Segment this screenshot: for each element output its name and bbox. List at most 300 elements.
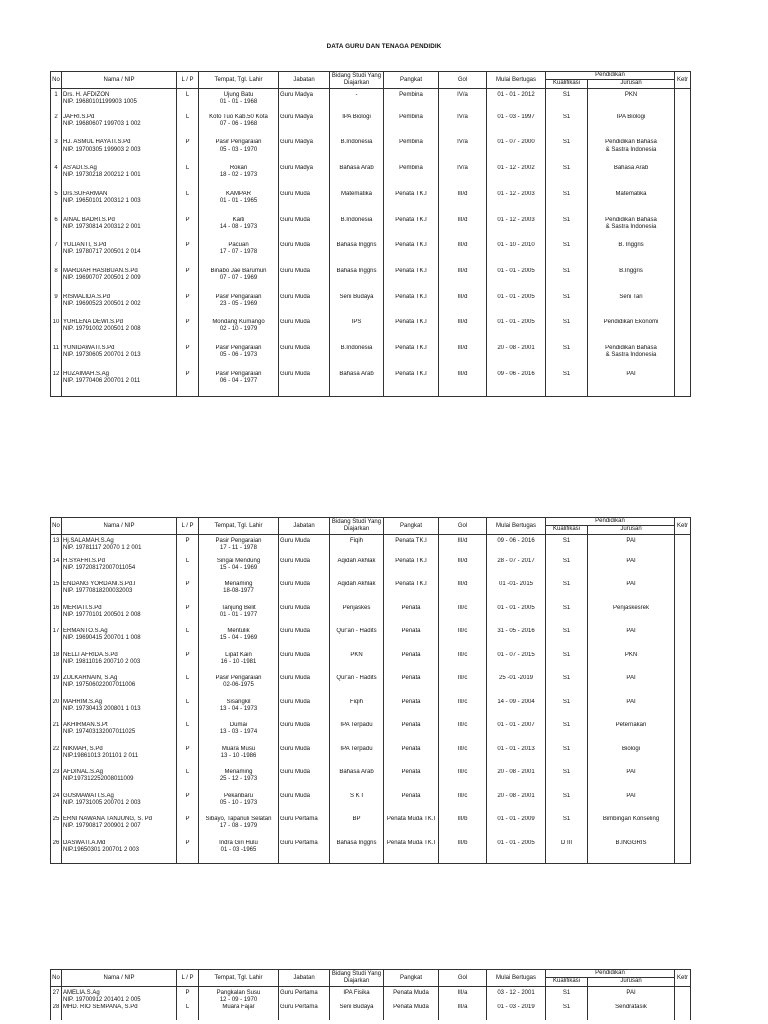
cell-no: [51, 319, 62, 345]
cell-jabatan: [279, 534, 330, 558]
cell-no-text: 27: [52, 989, 60, 996]
cell-pangkat: [384, 986, 439, 1004]
cell-nama-nip-text: YULIANTI, S.Pd: [63, 242, 107, 249]
table-body: [51, 88, 691, 396]
cell-lp-text: L: [185, 557, 190, 564]
cell-pangkat-text: Penata Muda: [393, 989, 429, 996]
cell-ttl: [199, 675, 279, 699]
cell-lp-text: L: [185, 91, 190, 98]
cell-gol-text: III/d: [457, 537, 468, 544]
cell-jurusan-text: Sendratasik: [615, 1004, 647, 1010]
cell-jurusan: [588, 345, 675, 371]
cell-mulai: [487, 345, 546, 371]
cell-bidang: [330, 294, 384, 320]
cell-ttl-text: Sisangkil: [226, 698, 251, 705]
table-header: [51, 970, 691, 987]
header-pendidikan: Pendidikan: [546, 970, 675, 978]
cell-kualifikasi-text: S1: [562, 139, 571, 146]
cell-pangkat-text: Penata: [401, 651, 421, 658]
teacher-table-3: [50, 969, 691, 1020]
cell-nama-nip-text: NIP. 197506022007011006: [63, 682, 136, 689]
cell-ttl: [199, 793, 279, 817]
cell-ttl-text: Lipat Kain: [225, 651, 252, 658]
cell-jabatan-text: Guru Muda: [280, 344, 311, 351]
cell-mulai-text: 01 - 01 - 2007: [497, 722, 535, 729]
cell-gol: [439, 816, 487, 840]
header-ttl: Tempat, Tgl. Lahir: [199, 72, 279, 89]
cell-ketr: [675, 217, 691, 243]
cell-ttl: [199, 191, 279, 217]
cell-nama-nip-text: ERNI NAWANA TANJUNG, S. Pd: [63, 816, 153, 823]
cell-kualifikasi-text: S1: [562, 190, 571, 197]
cell-lp: [177, 165, 199, 191]
cell-pangkat-text: Penata: [401, 769, 421, 776]
cell-ttl-text: 05 - 10 - 1973: [219, 799, 258, 806]
cell-lp-text: P: [185, 745, 190, 752]
cell-ttl: [199, 816, 279, 840]
cell-bidang: [330, 986, 384, 1004]
cell-jabatan-text: Guru Madya: [280, 139, 314, 146]
cell-mulai-text: 01 - 01 - 2005: [497, 319, 535, 326]
cell-gol-text: III/a: [457, 989, 468, 996]
cell-bidang-text: Matematika: [340, 190, 372, 197]
cell-jabatan: [279, 268, 330, 294]
table-row: [51, 319, 691, 345]
cell-ttl-text: 15 - 04 - 1969: [219, 564, 258, 571]
cell-gol: [439, 558, 487, 582]
cell-ketr: [675, 268, 691, 294]
cell-ketr: [675, 1004, 691, 1020]
cell-pangkat: [384, 534, 439, 558]
cell-mulai: [487, 88, 546, 114]
cell-pangkat-text: Penata TK.I: [395, 293, 427, 300]
cell-no-text: 13: [52, 537, 60, 544]
cell-ttl: [199, 294, 279, 320]
cell-gol-text: III/d: [457, 370, 468, 377]
cell-jabatan-text: Guru Muda: [280, 190, 311, 197]
cell-kualifikasi-text: S1: [562, 792, 571, 799]
cell-kualifikasi: [546, 628, 588, 652]
cell-no-text: 19: [52, 675, 60, 682]
cell-nama-nip: [62, 165, 177, 191]
cell-ketr: [675, 816, 691, 840]
cell-jabatan: [279, 628, 330, 652]
cell-nama-nip-text: NIP. 19730218 200212 1 001: [63, 172, 141, 179]
cell-pangkat: [384, 294, 439, 320]
cell-ketr: [675, 191, 691, 217]
cell-no-text: 8: [54, 267, 58, 274]
cell-jurusan-text: PKN: [624, 91, 638, 98]
cell-nama-nip: [62, 816, 177, 840]
cell-ttl-text: 05 - 03 - 1970: [219, 146, 258, 153]
cell-jabatan: [279, 581, 330, 605]
cell-nama-nip: [62, 722, 177, 746]
header-jurusan: Jurusan: [588, 79, 675, 88]
cell-ttl-text: 01 - 01 - 1977: [219, 611, 258, 618]
cell-ketr: [675, 114, 691, 140]
cell-ttl-text: Pasir Pengaraian: [215, 675, 262, 682]
cell-mulai: [487, 699, 546, 723]
header-gol: Gol: [439, 518, 487, 535]
cell-mulai: [487, 534, 546, 558]
cell-no-text: 12: [52, 370, 60, 377]
table-row: [51, 699, 691, 723]
cell-bidang-text: Bahasa Inggris: [336, 839, 377, 846]
cell-jurusan: [588, 581, 675, 605]
cell-lp: [177, 319, 199, 345]
cell-no: [51, 769, 62, 793]
cell-bidang-text: B.Indonesia: [340, 344, 373, 351]
cell-nama-nip-text: NIP. 19770101 200501 2 008: [63, 611, 141, 618]
cell-gol: [439, 165, 487, 191]
cell-nama-nip-text: MAHRIM.S.Ag: [63, 698, 103, 705]
cell-mulai-text: 01 - 01 - 2005: [497, 267, 535, 274]
cell-nama-nip: [62, 769, 177, 793]
cell-nama-nip-text: Drs. H. AFDIZON: [63, 91, 110, 98]
cell-no: [51, 581, 62, 605]
cell-ttl-text: 13 - 10 -1986: [220, 752, 257, 759]
cell-nama-nip-text: NIKMAH, S.Pd: [63, 745, 103, 752]
cell-jabatan: [279, 1004, 330, 1020]
cell-bidang: [330, 371, 384, 397]
cell-jurusan: [588, 165, 675, 191]
cell-gol-text: III/d: [457, 190, 468, 197]
cell-kualifikasi: [546, 652, 588, 676]
header-jurusan: Jurusan: [588, 525, 675, 534]
cell-jabatan: [279, 675, 330, 699]
cell-lp-text: P: [185, 581, 190, 588]
header-bidang: Bidang Studi Yang Diajarkan: [330, 970, 384, 987]
cell-mulai-text: 01 -01- 2015: [498, 581, 534, 588]
cell-gol-text: III/c: [457, 651, 468, 658]
cell-no-text: 20: [52, 698, 60, 705]
cell-mulai: [487, 558, 546, 582]
cell-no: [51, 605, 62, 629]
cell-nama-nip-text: MERIATI.S.Pd: [63, 604, 102, 611]
cell-lp: [177, 534, 199, 558]
cell-jabatan-text: Guru Madya: [280, 91, 314, 98]
cell-pangkat-text: Penata: [401, 628, 421, 635]
cell-ttl-text: Dumai: [229, 722, 248, 729]
cell-jabatan-text: Guru Muda: [280, 628, 311, 635]
table-row: [51, 652, 691, 676]
cell-ttl-text: 17 - 11 - 1978: [220, 544, 257, 551]
cell-pangkat-text: Penata TK.I: [395, 557, 427, 564]
cell-ttl-text: Pasir Pengaraian: [215, 537, 262, 544]
cell-no-text: 4: [54, 165, 58, 172]
cell-jabatan-text: Guru Muda: [280, 370, 311, 377]
cell-jabatan: [279, 605, 330, 629]
cell-nama-nip: [62, 294, 177, 320]
cell-lp-text: P: [185, 989, 190, 996]
table-row: [51, 191, 691, 217]
cell-bidang-text: B.Indonesia: [340, 139, 373, 146]
cell-jabatan-text: Guru Muda: [280, 537, 311, 544]
cell-bidang: [330, 217, 384, 243]
cell-nama-nip-text: DASWATI.A.Md: [63, 839, 106, 846]
cell-nama-nip: [62, 268, 177, 294]
table-row: [51, 217, 691, 243]
cell-nama-nip: [62, 652, 177, 676]
cell-jurusan-text: Bahasa Arab: [613, 165, 649, 172]
cell-nama-nip-text: MHD. RIO SEMPANA, S.Pd: [63, 1004, 138, 1010]
cell-kualifikasi-text: S1: [562, 242, 571, 249]
cell-jurusan-text: Pendidikan Bahasa: [605, 216, 657, 223]
cell-jabatan: [279, 769, 330, 793]
cell-jabatan-text: Guru Muda: [280, 745, 311, 752]
cell-bidang-text: Penjaskes: [342, 604, 371, 611]
cell-gol: [439, 793, 487, 817]
header-kualifikasi: Kualifikasi: [546, 977, 588, 986]
cell-lp: [177, 1004, 199, 1020]
cell-mulai-text: 01 - 07 - 2000: [497, 139, 535, 146]
cell-mulai: [487, 722, 546, 746]
cell-ttl: [199, 699, 279, 723]
header-no: No: [51, 970, 62, 987]
cell-mulai: [487, 769, 546, 793]
cell-jurusan-text: B.INGGRIS: [615, 839, 647, 846]
cell-lp-text: P: [185, 839, 190, 846]
cell-no: [51, 746, 62, 770]
cell-bidang-text: Bahasa Inggris: [336, 267, 377, 274]
cell-jurusan-text: PAI: [626, 698, 636, 705]
cell-jabatan: [279, 165, 330, 191]
table-row: [51, 793, 691, 817]
cell-ketr: [675, 652, 691, 676]
cell-ttl-text: 12 - 09 - 1970: [219, 996, 258, 1003]
cell-pangkat: [384, 816, 439, 840]
cell-no-text: 18: [52, 651, 60, 658]
cell-nama-nip-text: NIP. 19680607 199703 1 002: [63, 120, 141, 127]
cell-no-text: 10: [52, 319, 60, 326]
cell-jabatan-text: Guru Muda: [280, 651, 311, 658]
cell-ttl: [199, 769, 279, 793]
cell-jabatan: [279, 139, 330, 165]
cell-nama-nip: [62, 345, 177, 371]
cell-gol-text: III/d: [457, 216, 468, 223]
cell-ketr: [675, 793, 691, 817]
cell-ttl-text: 14 - 08 - 1973: [219, 223, 258, 230]
cell-kualifikasi-text: S1: [562, 989, 571, 996]
cell-pangkat-text: Penata Muda TK.I: [386, 816, 436, 823]
cell-lp-text: P: [185, 344, 190, 351]
cell-lp: [177, 558, 199, 582]
cell-ttl: [199, 165, 279, 191]
cell-jurusan-text: PAI: [626, 581, 636, 588]
cell-kualifikasi: [546, 88, 588, 114]
cell-jurusan-text: PAI: [626, 769, 636, 776]
cell-bidang-text: Qur'an - Hadits: [336, 675, 377, 682]
cell-kualifikasi: [546, 294, 588, 320]
cell-no: [51, 268, 62, 294]
cell-ttl-text: Pasir Pengaraian: [215, 139, 262, 146]
cell-jurusan: [588, 840, 675, 864]
cell-lp-text: L: [185, 165, 190, 172]
cell-gol-text: III/d: [457, 242, 468, 249]
header-kualifikasi: Kualifikasi: [546, 525, 588, 534]
cell-gol: [439, 319, 487, 345]
cell-nama-nip-text: NIP. 19680101199903 1005: [63, 98, 137, 105]
cell-nama-nip-text: HUZAIMAH.S.Ag: [63, 370, 110, 377]
cell-no: [51, 628, 62, 652]
cell-ttl-text: Pasir Pengaraian: [215, 344, 262, 351]
cell-jabatan: [279, 88, 330, 114]
cell-no: [51, 722, 62, 746]
cell-jurusan-text: & Sastra Indonesia: [605, 223, 657, 230]
header-ketr: Ketr: [675, 518, 691, 535]
cell-lp-text: L: [185, 675, 190, 682]
cell-jurusan-text: Pendidikan Ekonomi: [603, 319, 659, 326]
cell-lp-text: P: [185, 816, 190, 823]
table-row: [51, 581, 691, 605]
cell-bidang-text: Seni Budaya: [339, 293, 374, 300]
cell-jabatan: [279, 558, 330, 582]
cell-nama-nip: [62, 1004, 177, 1020]
cell-kualifikasi: [546, 345, 588, 371]
cell-nama-nip: [62, 242, 177, 268]
cell-no-text: 7: [54, 242, 58, 249]
table-row: [51, 114, 691, 140]
cell-lp-text: P: [185, 242, 190, 249]
cell-jurusan-text: PAI: [626, 989, 636, 996]
cell-lp: [177, 652, 199, 676]
cell-gol: [439, 746, 487, 770]
cell-mulai: [487, 675, 546, 699]
cell-gol-text: III/d: [457, 344, 468, 351]
cell-ttl-text: 17 - 08 - 1979: [219, 823, 258, 830]
cell-no-text: 17: [52, 628, 60, 635]
cell-bidang: [330, 746, 384, 770]
cell-jurusan-text: Peternakan: [615, 722, 647, 729]
cell-pangkat-text: Penata: [401, 675, 421, 682]
cell-mulai: [487, 242, 546, 268]
cell-pangkat: [384, 88, 439, 114]
header-ketr: Ketr: [675, 970, 691, 987]
cell-nama-nip-text: NIP. 19730413 200801 1 013: [63, 705, 141, 712]
table-row: [51, 165, 691, 191]
cell-gol: [439, 840, 487, 864]
table-row: [51, 769, 691, 793]
header-pendidikan: Pendidikan: [546, 72, 675, 80]
cell-nama-nip: [62, 191, 177, 217]
cell-gol: [439, 371, 487, 397]
cell-nama-nip-text: NIP. 19770818200032003: [63, 588, 133, 595]
cell-kualifikasi-text: S1: [562, 769, 571, 776]
cell-jabatan-text: Guru Muda: [280, 722, 311, 729]
header-gol: Gol: [439, 72, 487, 89]
cell-nama-nip-text: AFDINAL.S.Ag: [63, 769, 104, 776]
header-bidang: Bidang Studi Yang Diajarkan: [330, 518, 384, 535]
cell-nama-nip: [62, 793, 177, 817]
cell-mulai: [487, 217, 546, 243]
cell-kualifikasi-text: S1: [562, 557, 571, 564]
cell-bidang-text: Bahasa Arab: [339, 370, 374, 377]
cell-jabatan-text: Guru Muda: [280, 698, 311, 705]
header-jabatan: Jabatan: [279, 970, 330, 987]
cell-ttl-text: 06 - 04 - 1977: [219, 377, 258, 384]
cell-mulai-text: 01 - 03 - 1997: [497, 113, 535, 120]
cell-jurusan: [588, 722, 675, 746]
cell-nama-nip: [62, 628, 177, 652]
cell-pangkat: [384, 652, 439, 676]
cell-jabatan: [279, 722, 330, 746]
header-nama-nip: Nama / NIP: [62, 970, 177, 987]
cell-pangkat-text: Penata: [401, 722, 421, 729]
cell-gol-text: III/c: [457, 604, 468, 611]
cell-pangkat: [384, 217, 439, 243]
cell-ttl-text: 23 - 05 - 1969: [219, 300, 258, 307]
cell-kualifikasi: [546, 1004, 588, 1020]
cell-bidang-text: -: [355, 91, 358, 98]
cell-lp: [177, 88, 199, 114]
cell-jabatan-text: Guru Muda: [280, 216, 311, 223]
table-row: [51, 371, 691, 397]
cell-no-text: 21: [52, 722, 60, 729]
cell-bidang: [330, 769, 384, 793]
header-jurusan: Jurusan: [588, 977, 675, 986]
cell-kualifikasi: [546, 816, 588, 840]
cell-bidang-text: Aqidah Akhlak: [337, 557, 376, 564]
cell-no-text: 5: [54, 190, 58, 197]
cell-ttl-text: 17 - 07 - 1978: [219, 249, 258, 256]
cell-nama-nip-text: NIP. 19730814 200312 2 001: [63, 223, 141, 230]
cell-lp-text: P: [185, 604, 190, 611]
cell-no-text: 23: [52, 769, 60, 776]
cell-ttl-text: Pangkalan Susu: [216, 989, 261, 996]
cell-nama-nip-text: RISMALIDA.S.Pd: [63, 293, 111, 300]
cell-ttl: [199, 840, 279, 864]
cell-mulai: [487, 371, 546, 397]
cell-ttl: [199, 581, 279, 605]
cell-bidang: [330, 242, 384, 268]
cell-ttl-text: Pacuan: [228, 242, 249, 249]
cell-ttl-text: 18 - 02 - 1973: [219, 172, 258, 179]
cell-pangkat-text: Penata TK.I: [395, 190, 427, 197]
cell-nama-nip-text: JAFRI.S.Pd: [63, 113, 95, 120]
cell-nama-nip: [62, 114, 177, 140]
cell-jabatan: [279, 345, 330, 371]
cell-mulai-text: 01 - 03 - 2019: [497, 1004, 535, 1010]
cell-gol: [439, 652, 487, 676]
table-row: [51, 268, 691, 294]
cell-gol-text: III/c: [457, 792, 468, 799]
cell-nama-nip: [62, 675, 177, 699]
cell-jurusan: [588, 88, 675, 114]
cell-nama-nip-text: NIP. 19791002 200501 2 008: [63, 326, 141, 333]
cell-lp: [177, 816, 199, 840]
cell-nama-nip-text: NIP. 19650101 200312 1 003: [63, 198, 141, 205]
cell-jabatan: [279, 319, 330, 345]
cell-mulai: [487, 294, 546, 320]
cell-jurusan-text: PKN: [624, 651, 638, 658]
header-lp: L / P: [177, 970, 199, 987]
header-gol: Gol: [439, 970, 487, 987]
header-jabatan: Jabatan: [279, 518, 330, 535]
cell-jabatan: [279, 371, 330, 397]
cell-bidang-text: B.Indonesia: [340, 216, 373, 223]
table-header: [51, 518, 691, 535]
cell-bidang: [330, 191, 384, 217]
cell-gol-text: IV/a: [457, 113, 468, 120]
teacher-table-2: [50, 517, 691, 864]
table-header: [51, 72, 691, 89]
cell-pangkat: [384, 628, 439, 652]
cell-pangkat-text: Penata TK.I: [395, 581, 427, 588]
cell-lp-text: P: [185, 319, 190, 326]
table-row: [51, 628, 691, 652]
cell-jurusan: [588, 558, 675, 582]
cell-jabatan-text: Guru Madya: [280, 113, 314, 120]
